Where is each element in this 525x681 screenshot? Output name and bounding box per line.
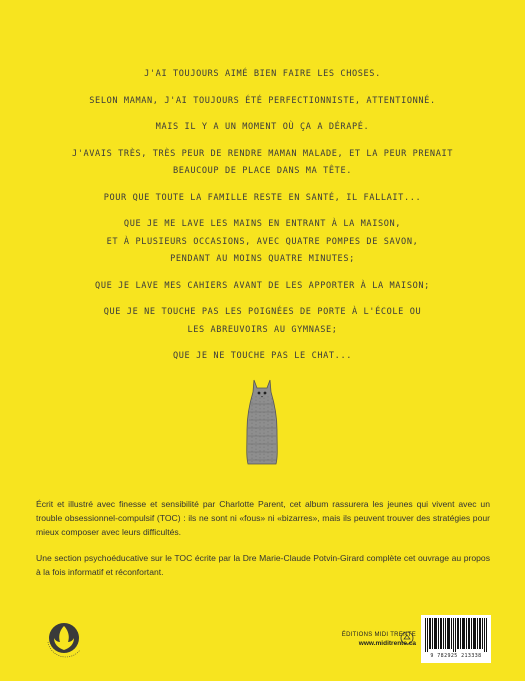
story-line: QUE JE NE TOUCHE PAS LES POIGNÉES DE PORTE À L'ÉCOLE OU: [103, 307, 422, 317]
cat-illustration: [244, 374, 280, 466]
barcode: [421, 615, 491, 663]
story-line: ET À PLUSIEURS OCCASIONS, AVEC QUATRE POMPES DE SAVON,: [106, 236, 419, 247]
story-line: PENDANT AU MOINS QUATRE MINUTES;: [170, 254, 355, 264]
government-logo-icon: [40, 612, 90, 662]
story-line: QUE JE LAVE MES CAHIERS AVANT DE LES APPORTER À LA MAISON;: [95, 280, 430, 291]
recycle-icon: [400, 631, 414, 645]
story-line: QUE JE ME LAVE LES MAINS EN ENTRANT À LA MAISON,: [123, 219, 402, 229]
story-line: J'AVAIS TRÈS, TRÈS PEUR DE RENDRE MAMAN MALADE, ET LA PEUR PRENAIT: [71, 148, 454, 159]
story-line: MAIS IL Y A UN MOMENT OÙ ÇA A DÉRAPÉ.: [155, 122, 370, 132]
blurb-paragraph: Écrit et illustré avec finesse et sensibilité par Charlotte Parent, cet album rassurera les jeunes qui vivent avec un trouble obsessionnel-compulsif (TOC) : ils ne sont ni «fous» ni «bizarres», mais ils peuvent trouver des stratégies pour mieux composer avec leurs difficultés.: [36, 499, 490, 537]
story-line: POUR QUE TOUTE LA FAMILLE RESTE EN SANTÉ, IL FALLAIT...: [103, 192, 422, 203]
back-cover-blurb: [36, 497, 490, 591]
back-cover-story: [0, 66, 525, 375]
story-line: BEAUCOUP DE PLACE DANS MA TÊTE.: [173, 166, 352, 176]
publisher-url[interactable]: www.miditrente.ca: [358, 640, 416, 647]
publisher-name: ÉDITIONS MIDI TRENTE: [341, 632, 416, 638]
barcode-icon: [425, 618, 487, 652]
story-line: SELON MAMAN, J'AI TOUJOURS ÉTÉ PERFECTIONNISTE, ATTENTIONNÉ.: [89, 95, 436, 106]
isbn-number: 9 782925 213338: [430, 653, 482, 659]
blurb-paragraph: Une section psychoéducative sur le TOC écrite par la Dre Marie-Claude Potvin-Girard complète cet ouvrage au propos à la fois informatif et réconfortant.: [36, 553, 490, 577]
story-line: LES ABREUVOIRS AU GYMNASE;: [187, 324, 338, 335]
story-line: QUE JE NE TOUCHE PAS LE CHAT...: [173, 351, 352, 361]
story-line: J'AI TOUJOURS AIMÉ BIEN FAIRE LES CHOSES.: [144, 69, 381, 79]
